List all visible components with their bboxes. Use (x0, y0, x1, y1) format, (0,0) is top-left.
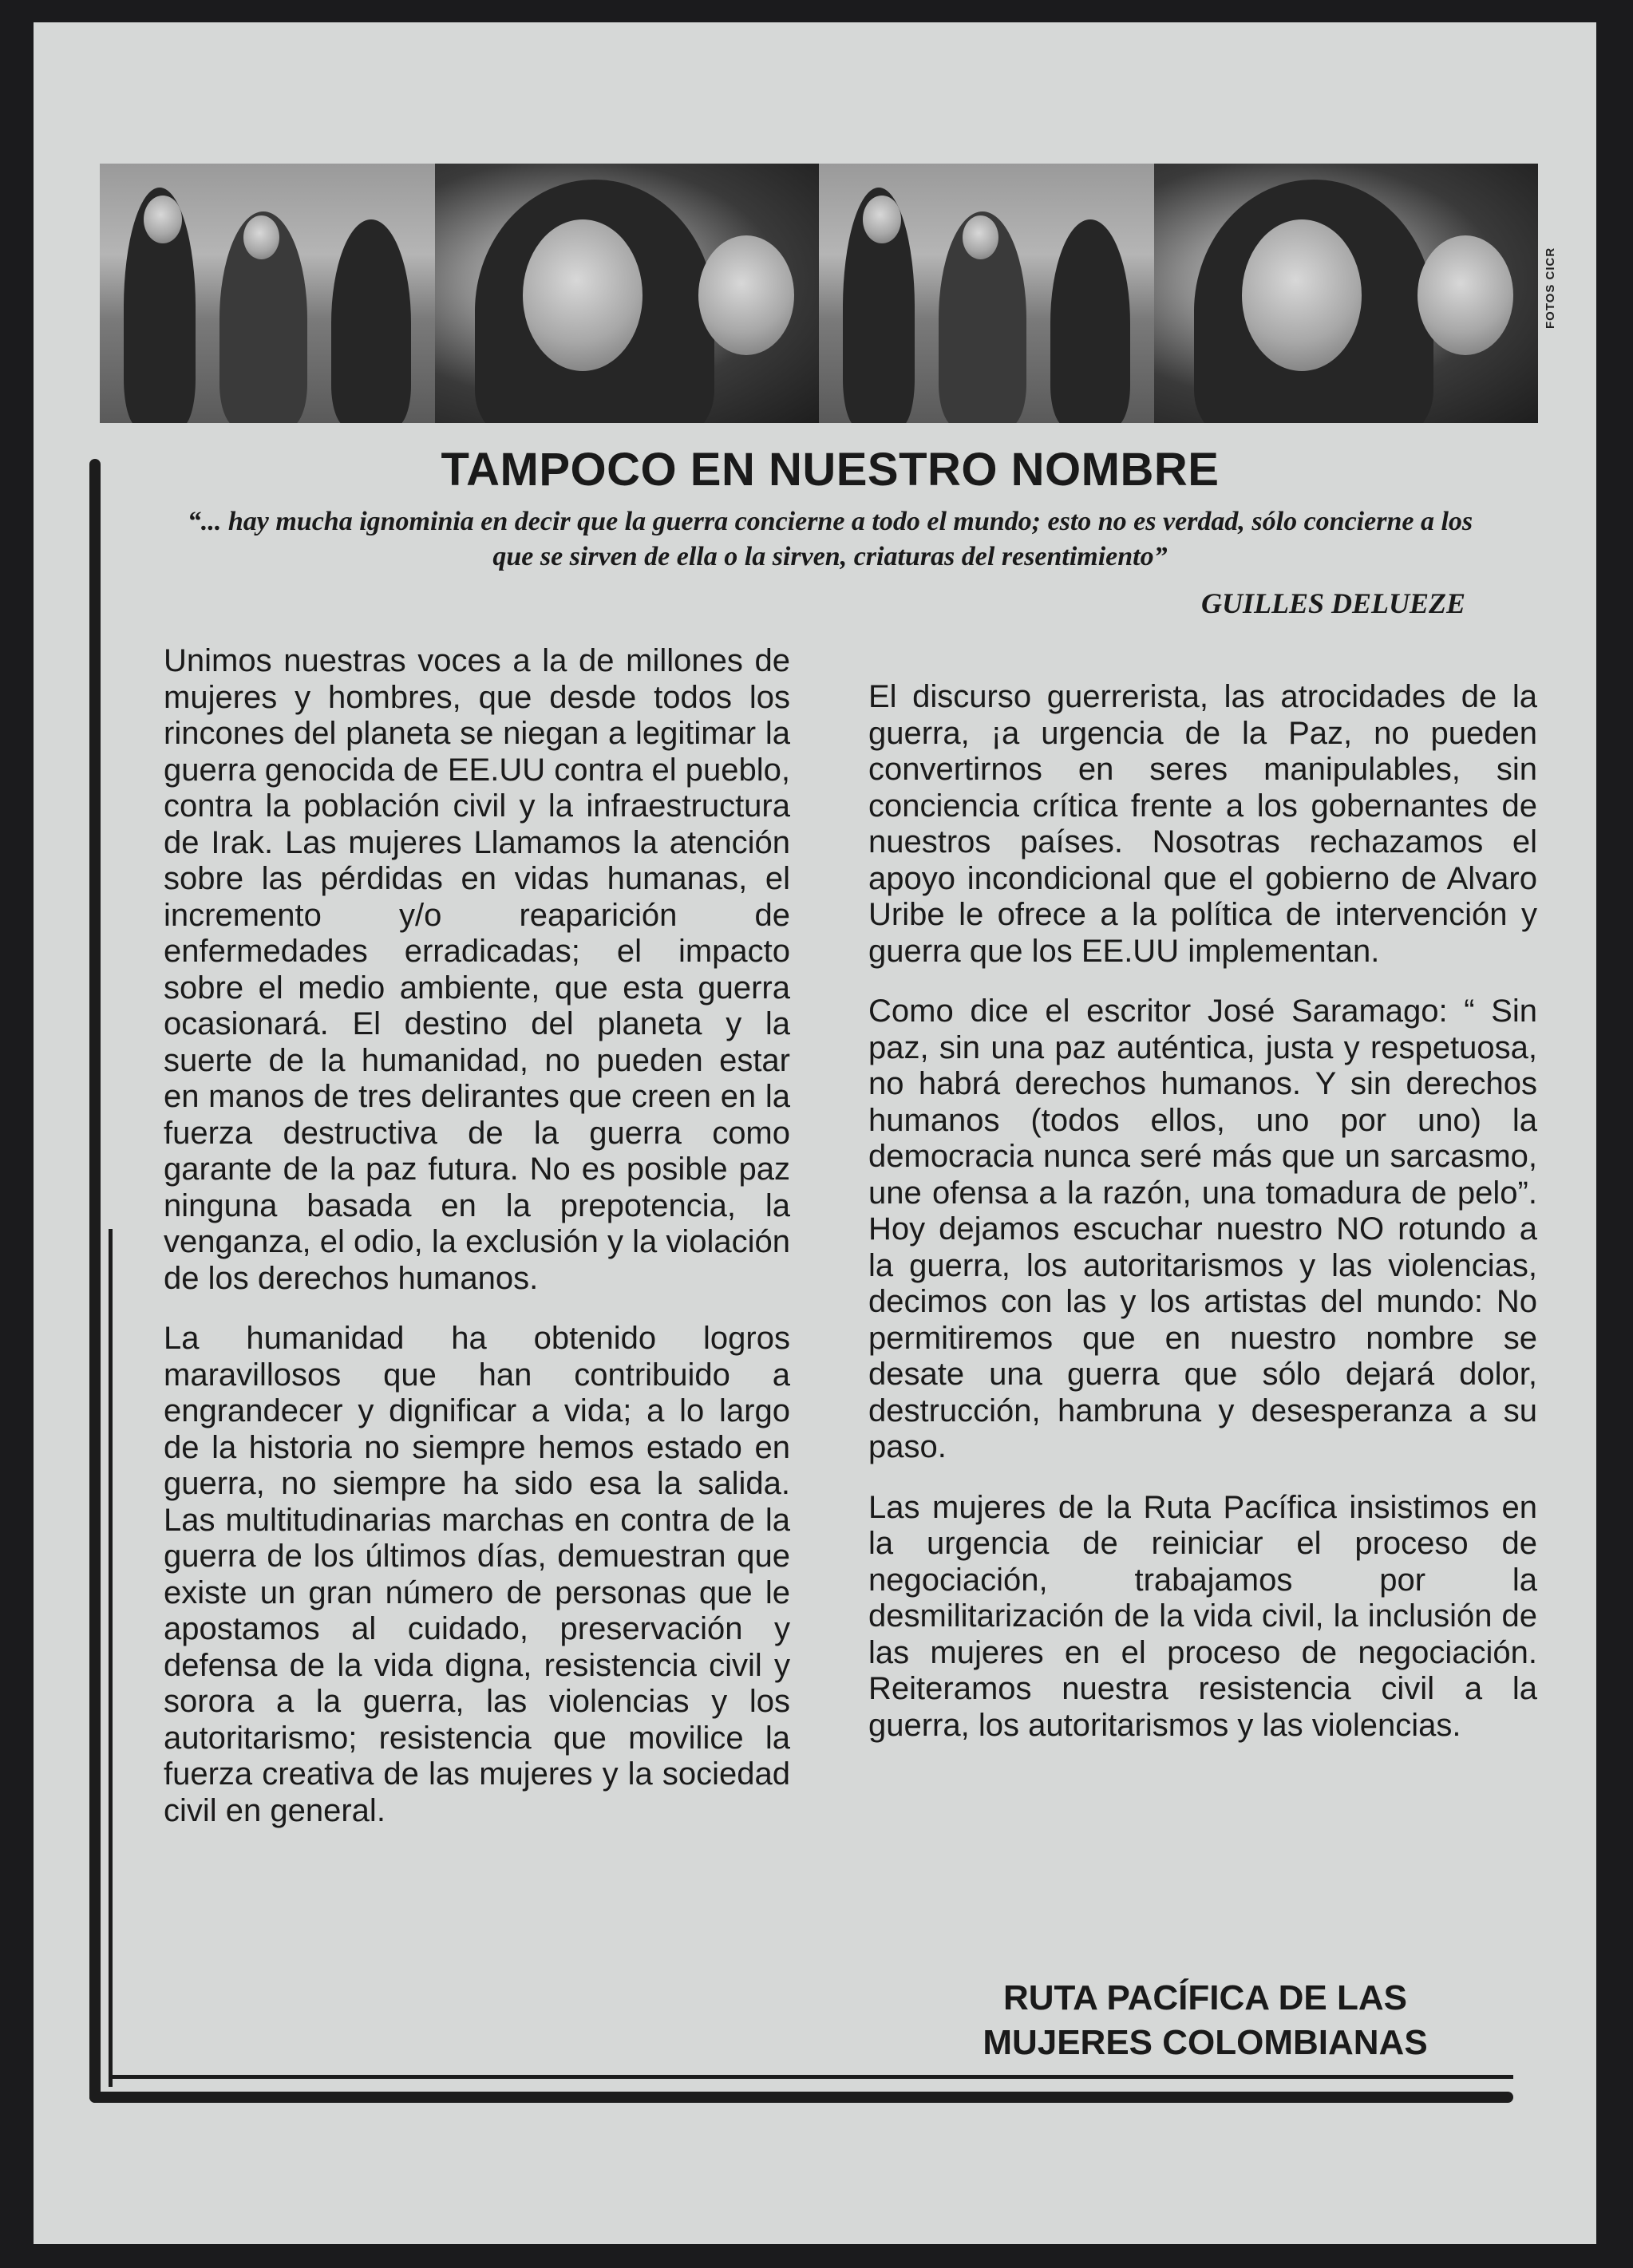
epigraph-author: GUILLES DELUEZE (1200, 587, 1465, 619)
paragraph: El discurso guerrerista, las atrocidades de la guerra, ¡a urgencia de la Paz, no pueden convertirnos en seres manipulables, sin conciencia crítica frente a los gobernantes de nuestros países. Nosotras rechazamos el apoyo incondicional que el gobierno de Alvaro Uribe le ofrece a la política de intervención y guerra que los EE.UU implementan. (868, 679, 1537, 969)
epigraph-quote: “... hay mucha ignominia en decir que la guerra concierne a todo el mundo; esto no es verdad, sólo concierne a los que se sirven de ella o la sirven, criaturas del resentimiento” (187, 507, 1473, 571)
frame-line-vertical (89, 459, 101, 2103)
photo-credit: FOTOS CICR (1544, 247, 1557, 329)
paragraph: La humanidad ha obtenido logros maravillosos que han contribuido a engrandecer y dignificar a vida; a lo largo de la historia no siempre hemos estado en guerra, no siempre ha sido esa la salida. Las multitudinarias marchas en contra de la guerra de los últimos días, demuestran que existe un gran número de personas que le apostamos al cuidado, preservación y defensa de la vida digna, resistencia civil y sorora a la guerra, las violencias y los autoritarismo; resistencia que movilice la fuerza creativa de las mujeres y la sociedad civil en general. (164, 1321, 790, 1828)
frame-line-horizontal (89, 2092, 1513, 2103)
frame-line-vertical-inner (109, 1229, 113, 2087)
paragraph: Unimos nuestras voces a la de millones de mujeres y hombres, que desde todos los rincones del planeta se niegan a legitimar la guerra genocida de EE.UU contra el pueblo, contra la población civil y la infraestructura de Irak. Las mujeres Llamamos la atención sobre las pérdidas en vidas humanas, el incremento y/o reaparición de enfermedades erradicadas; el impacto sobre el medio ambiente, que esta guerra ocasionará. El destino del planeta y la suerte de la humanidad, no pueden estar en manos de tres delirantes que creen en la fuerza destructiva de la guerra como garante de la paz futura. No es posible paz ninguna basada en la prepotencia, la venganza, el odio, la exclusión y la violación de los derechos humanos. (164, 643, 790, 1296)
photo-woman-closeup (1154, 164, 1538, 423)
signature-line: MUJERES COLOMBIANAS (983, 2023, 1428, 2062)
photo-woman-closeup (435, 164, 819, 423)
signature (878, 1976, 1532, 2065)
photo-women-group (100, 164, 435, 423)
right-column (868, 679, 1537, 1768)
left-column (164, 643, 790, 1853)
signature-line: RUTA PACÍFICA DE LAS (1003, 1978, 1407, 2017)
photo-strip (100, 164, 1538, 423)
frame-line-horizontal-inner (109, 2075, 1513, 2079)
paragraph: Las mujeres de la Ruta Pacífica insistimos en la urgencia de reiniciar el proceso de negociación, trabajamos por la desmilitarización de la vida civil, la inclusión de las mujeres en el proceso de negociación. Reiteramos nuestra resistencia civil a la guerra, los autoritarismos y las violencias. (868, 1489, 1537, 1743)
photo-women-group (819, 164, 1154, 423)
page-title: TAMPOCO EN NUESTRO NOMBRE (441, 444, 1220, 496)
paragraph: Como dice el escritor José Saramago: “ Sin paz, sin una paz auténtica, justa y respetuosa, no habrá derechos humanos. Y sin derechos humanos (todos ellos, uno por uno) la democracia nunca seré más que un sarcasmo, une ofensa a la razón, una tomadura de pelo”. Hoy dejamos escuchar nuestro NO rotundo a la guerra, los autoritarismos y las violencias, decimos con las y los artistas del mundo: No permitiremos que en nuestro nombre se desate una guerra que sólo dejará dolor, destrucción, hambruna y desesperanza a su paso. (868, 994, 1537, 1464)
